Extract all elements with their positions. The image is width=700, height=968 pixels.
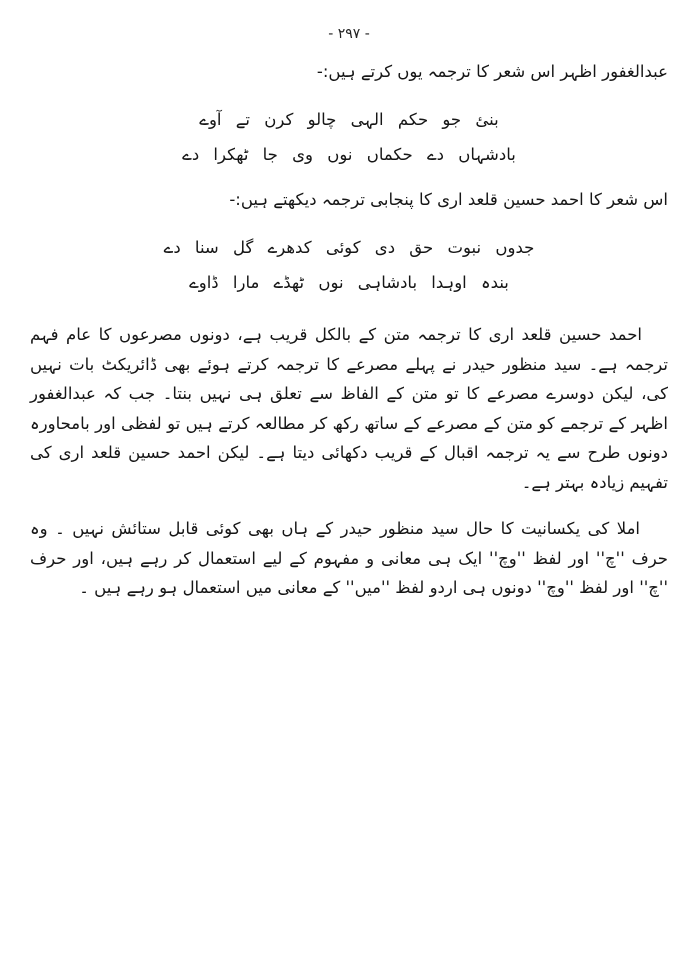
couplet-2-line-2: بندہ اوہدا بادشاہی نوں ٹھڈے مارا ڈاوے xyxy=(189,273,509,292)
couplet-1-line-2: بادشہاں دے حکماں نوں وی جا ٹھکرا دے xyxy=(182,145,516,164)
page-number: - ۲۹۷ - xyxy=(328,26,370,42)
paragraph-orthography-note: املا کی یکسانیت کا حال سید منظور حیدر کے ہاں بھی کوئی قابل ستائش نہیں ۔ وہ حرف ''چ'' اور لفظ ''وچ'' ایک ہی معانی و مفہوم کے لیے استعمال کر رہے ہیں، اور حرف ''چ'' اور لفظ ''وچ'' دونوں ہی اردو لفظ ''میں'' کے معانی میں استعمال ہو رہے ہیں ۔ xyxy=(30,519,668,597)
couplet-1 xyxy=(30,102,668,172)
couplet-1-line-1: بنئ جو حکم الہی چالو کرن تے آوے xyxy=(199,110,499,129)
couplet-2 xyxy=(30,230,668,300)
couplet-2-line-1: جدوں نبوت حق دی کوئی کدھرے گل سنا دے xyxy=(163,238,535,257)
paragraph-analysis-translation: احمد حسین قلعد اری کا ترجمہ متن کے بالکل قریب ہے، دونوں مصرعوں کا عام فہم ترجمہ ہے۔ سید منظور حیدر نے پہلے مصرعے کا ترجمہ کرتے ہوئے بھی ڈائریکٹ بات نہیں کی، لیکن دوسرے مصرعے کا تو متن کے الفاظ سے تعلق ہی نہیں بنتا۔ جب کہ عبدالغفور اظہر کے ترجمے کو متن کے مصرعے کے ساتھ رکھ کر مطالعہ کرتے ہیں تو لفظی اور بامحاورہ دونوں طرح سے یہ ترجمہ اقبال کے قریب دکھائی دیتا ہے۔ لیکن احمد حسین قلعد اری کی تفہیم زیادہ بہتر ہے۔ xyxy=(30,325,668,492)
intro-line-1: عبدالغفور اظہر اس شعر کا ترجمہ یوں کرتے ہیں:- xyxy=(316,62,668,81)
intro-line-2: اس شعر کا احمد حسین قلعد اری کا پنجابی ترجمہ دیکھتے ہیں:- xyxy=(229,190,668,209)
